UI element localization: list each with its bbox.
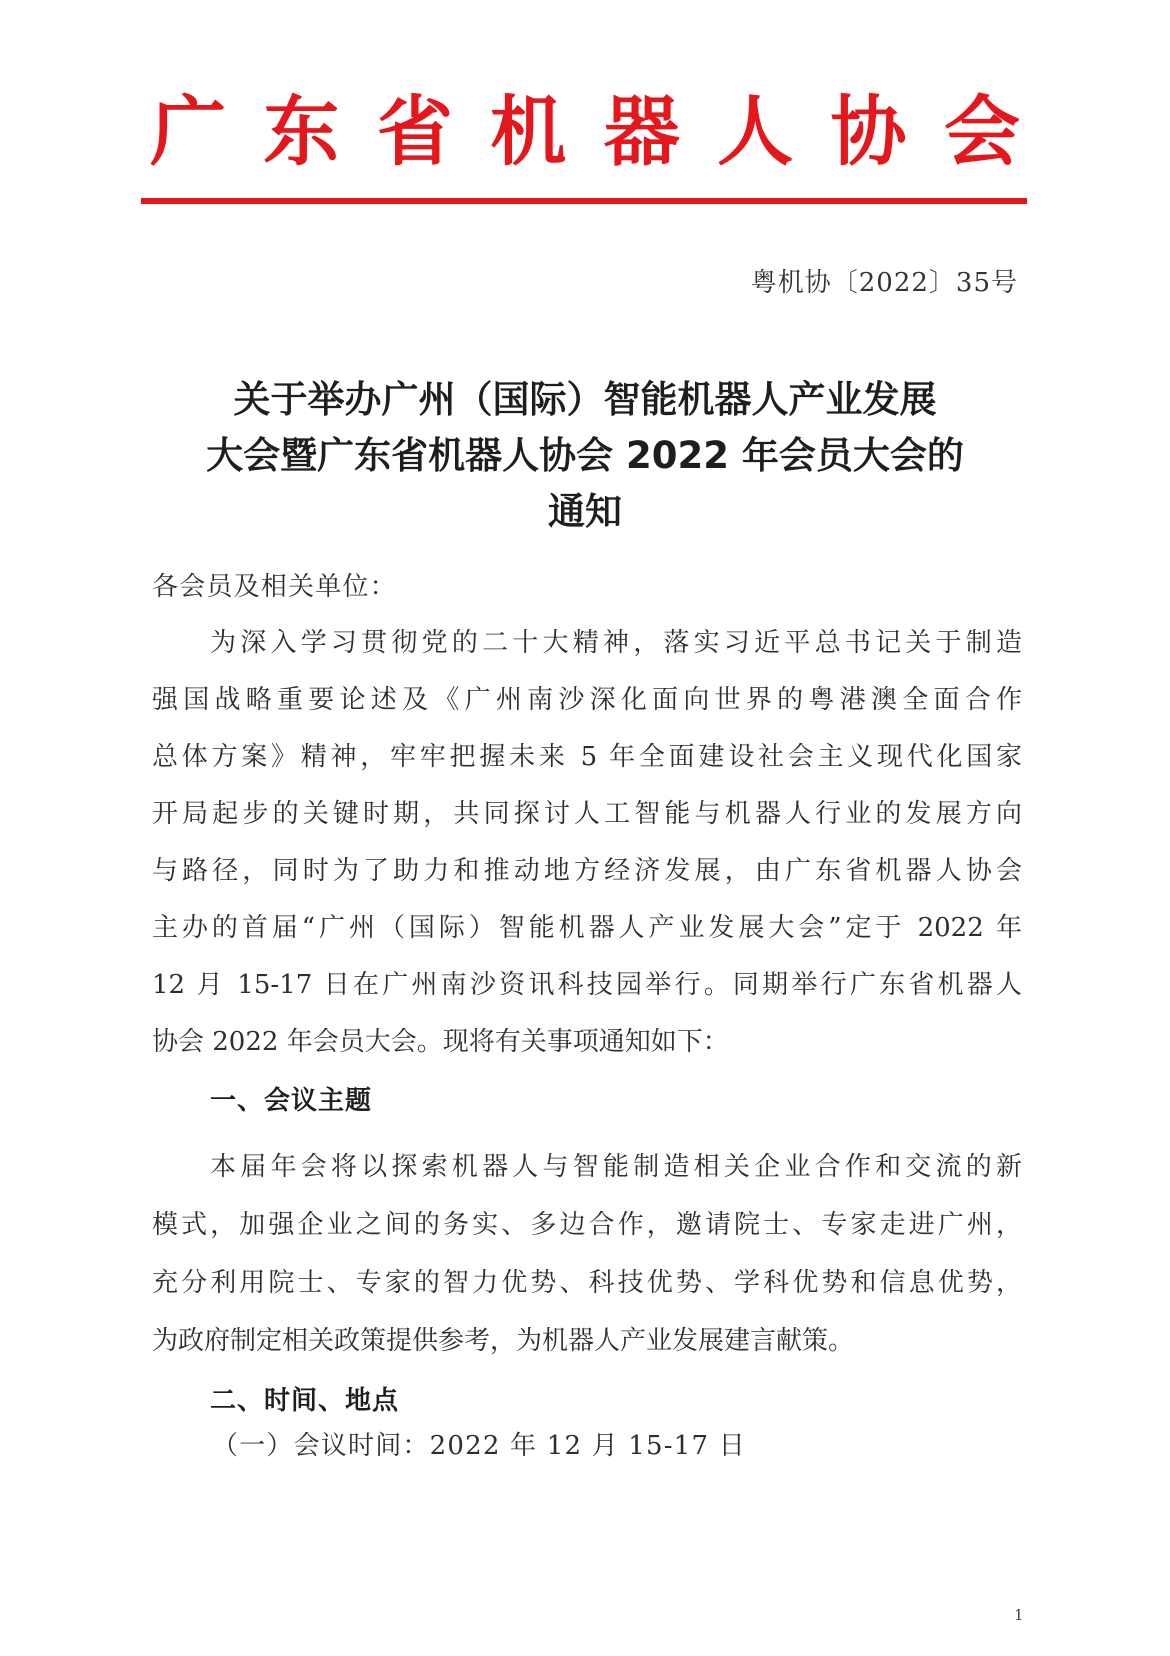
title-line: 关于举办广州（国际）智能机器人产业发展 [233,378,937,421]
letterhead-char: 器 [603,87,680,176]
title-line: 大会暨广东省机器人协会 2022 年会员大会的 [206,434,964,477]
title-line: 通知 [548,490,622,533]
theme-line: 充分利用院士、专家的智力优势、科技优势、学科优势和信息优势， [152,1268,1022,1298]
letterhead-char: 省 [376,87,453,176]
intro-line: 主办的首届“广州（国际）智能机器人产业发展大会”定于 2022 年 [152,913,1022,943]
intro-line: 12 月 15-17 日在广州南沙资讯科技园举行。同期举行广东省机器人 [152,970,1022,1000]
intro-line: 为深入学习贯彻党的二十大精神，落实习近平总书记关于制造 [210,628,1022,658]
intro-line: 协会 2022 年会员大会。现将有关事项通知如下： [152,1027,729,1057]
intro-line: 与路径，同时为了助力和推动地方经济发展，由广东省机器人协会 [152,856,1022,886]
document-number: 粤机协〔2022〕35号 [750,268,1018,298]
meeting-time: （一）会议时间：2022 年 12 月 15-17 日 [212,1431,746,1461]
salutation: 各会员及相关单位： [152,572,397,602]
letterhead-char: 东 [263,87,340,176]
document-title [150,372,1020,540]
letterhead-red-rule [141,198,1027,204]
intro-line: 开局起步的关键时期，共同探讨人工智能与机器人行业的发展方向 [152,799,1022,829]
intro-line: 总体方案》精神，牢牢把握未来 5 年全面建设社会主义现代化国家 [152,742,1022,772]
letterhead-char: 协 [830,87,907,176]
letterhead-char: 机 [490,87,567,176]
page-number: 1 [1014,1606,1024,1624]
section-heading-theme: 一、会议主题 [210,1086,373,1116]
theme-line: 为政府制定相关政策提供参考，为机器人产业发展建言献策。 [152,1326,855,1356]
letterhead-char: 广 [150,87,226,176]
intro-line: 强国战略重要论述及《广州南沙深化面向世界的粤港澳全面合作 [152,685,1022,715]
letterhead-char: 人 [717,87,794,176]
section-heading-time-place: 二、时间、地点 [210,1386,400,1416]
theme-line: 模式，加强企业之间的务实、多边合作，邀请院士、专家走进广州， [152,1210,1022,1240]
letterhead-title [150,82,1020,182]
letterhead-char: 会 [943,87,1020,176]
theme-line: 本届年会将以探索机器人与智能制造相关企业合作和交流的新 [210,1152,1022,1182]
